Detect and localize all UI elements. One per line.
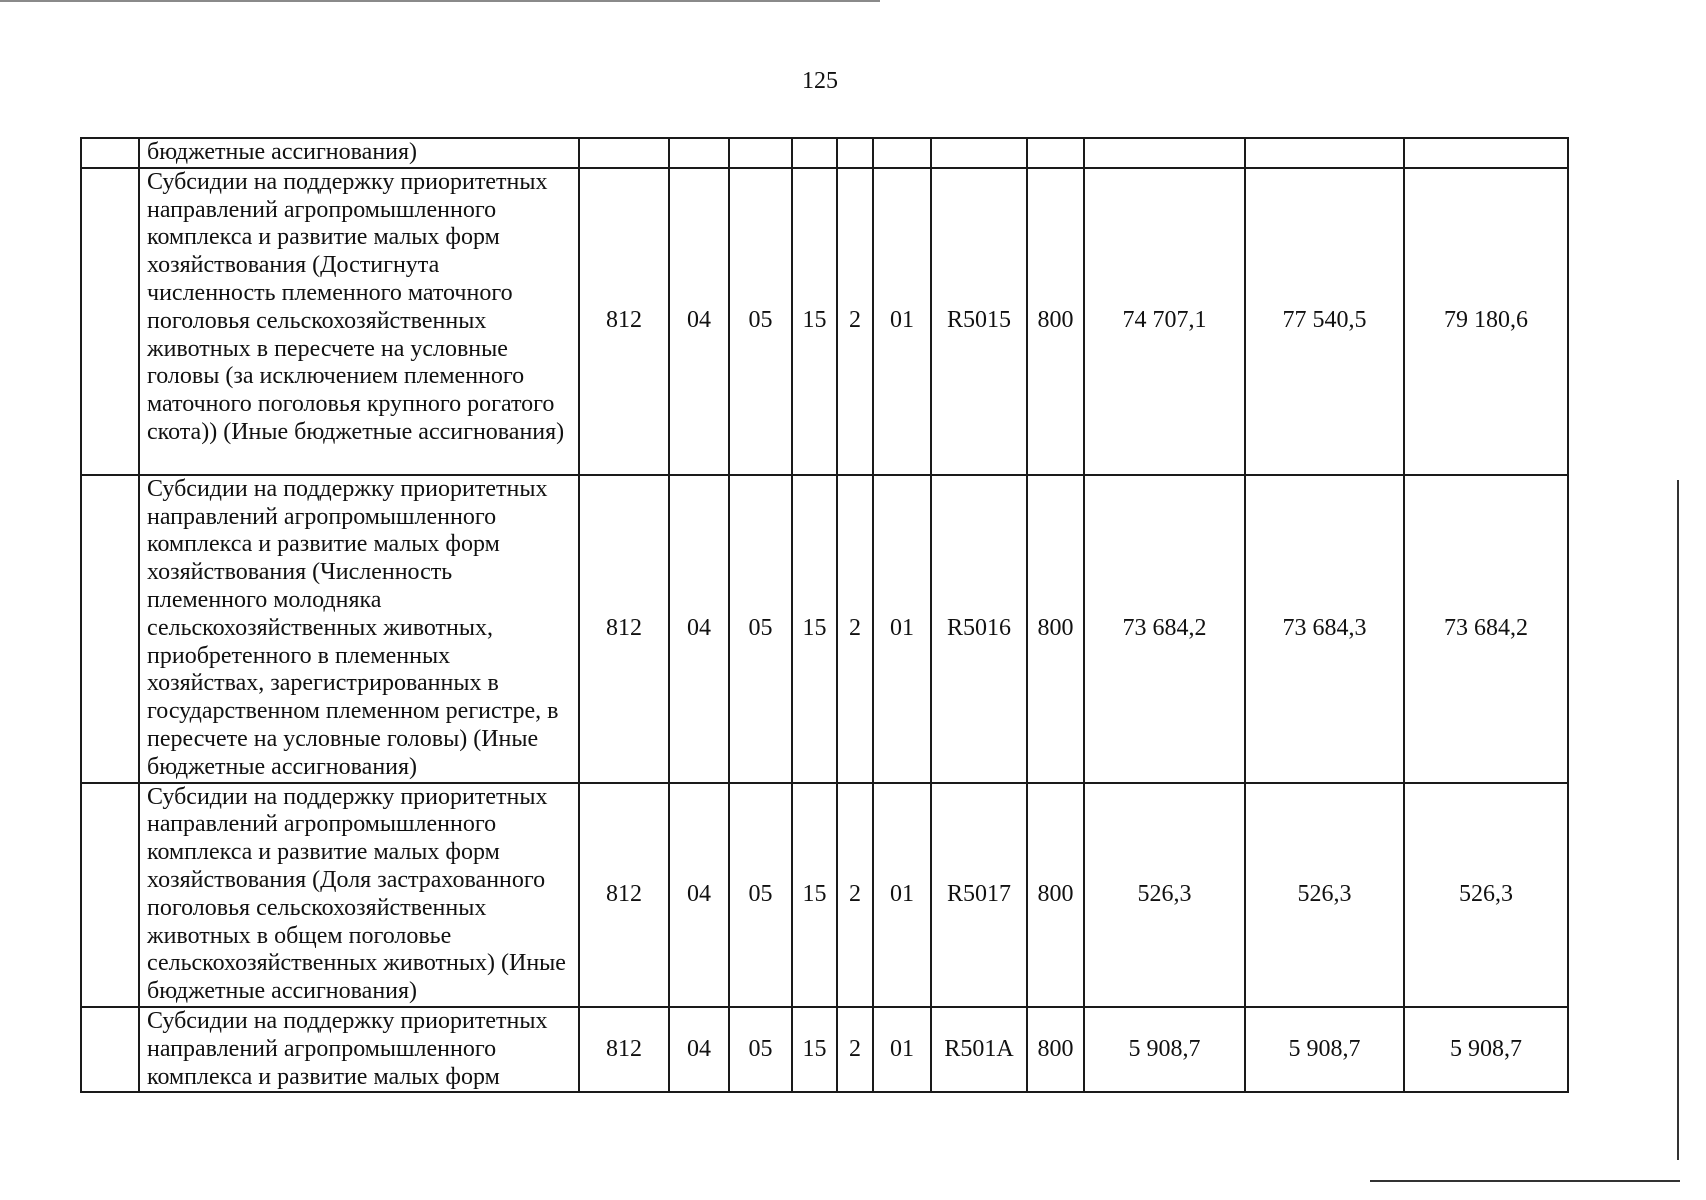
scan-edge-bottom (1370, 1180, 1680, 1182)
admin-code-cell: 812 (579, 1007, 669, 1092)
scan-edge-right (1677, 480, 1679, 1160)
direction-cell: R5017 (931, 783, 1027, 1007)
subsection-cell: 05 (729, 1007, 792, 1092)
direction-cell: R501A (931, 1007, 1027, 1092)
expense-type-cell (1027, 138, 1084, 168)
row-index-cell (81, 1007, 139, 1092)
section-cell: 04 (669, 783, 729, 1007)
table-row (81, 475, 1568, 783)
program-cell: 15 (792, 168, 837, 475)
description-cell: Субсидии на поддержку приоритетных направлений агропромышленного комплекса и развитие малых форм (139, 1007, 579, 1092)
amount-2023-cell: 5 908,7 (1404, 1007, 1568, 1092)
main-event-cell: 01 (873, 475, 931, 783)
amount-2023-cell: 526,3 (1404, 783, 1568, 1007)
expense-type-cell: 800 (1027, 475, 1084, 783)
description-cell: Субсидии на поддержку приоритетных направлений агропромышленного комплекса и развитие малых форм хозяйствования (Численность племенного молодняка сельскохозяйственных животных, приобретенного в племенных хозяйствах, зарегистрированных в государственном племенном регистре, в пересчете на условные головы) (Иные бюджетные ассигнования) (139, 475, 579, 783)
main-event-cell: 01 (873, 1007, 931, 1092)
scan-edge-top (0, 0, 880, 2)
direction-cell: R5016 (931, 475, 1027, 783)
row-index-cell (81, 138, 139, 168)
budget-table (80, 137, 1569, 1093)
amount-2023-cell: 73 684,2 (1404, 475, 1568, 783)
row-index-cell (81, 783, 139, 1007)
row-index-cell (81, 168, 139, 475)
main-event-cell (873, 138, 931, 168)
program-cell: 15 (792, 475, 837, 783)
direction-cell: R5015 (931, 168, 1027, 475)
subsection-cell: 05 (729, 783, 792, 1007)
table-row (81, 783, 1568, 1007)
expense-type-cell: 800 (1027, 783, 1084, 1007)
table-row (81, 168, 1568, 475)
admin-code-cell (579, 138, 669, 168)
description-cell: бюджетные ассигнования) (139, 138, 579, 168)
amount-2022-cell: 73 684,3 (1245, 475, 1404, 783)
admin-code-cell: 812 (579, 475, 669, 783)
amount-2021-cell: 74 707,1 (1084, 168, 1245, 475)
section-cell: 04 (669, 168, 729, 475)
page-number: 125 (802, 68, 838, 94)
amount-2022-cell (1245, 138, 1404, 168)
table-body (81, 138, 1568, 1092)
expense-type-cell: 800 (1027, 1007, 1084, 1092)
amount-2022-cell: 526,3 (1245, 783, 1404, 1007)
amount-2021-cell: 526,3 (1084, 783, 1245, 1007)
main-event-cell: 01 (873, 783, 931, 1007)
amount-2021-cell: 5 908,7 (1084, 1007, 1245, 1092)
subprogram-cell (837, 138, 873, 168)
table-row (81, 138, 1568, 168)
section-cell (669, 138, 729, 168)
subsection-cell: 05 (729, 475, 792, 783)
amount-2022-cell: 5 908,7 (1245, 1007, 1404, 1092)
direction-cell (931, 138, 1027, 168)
amount-2022-cell: 77 540,5 (1245, 168, 1404, 475)
subsection-cell: 05 (729, 168, 792, 475)
amount-2023-cell (1404, 138, 1568, 168)
subprogram-cell: 2 (837, 475, 873, 783)
section-cell: 04 (669, 1007, 729, 1092)
amount-2023-cell: 79 180,6 (1404, 168, 1568, 475)
section-cell: 04 (669, 475, 729, 783)
program-cell: 15 (792, 1007, 837, 1092)
row-index-cell (81, 475, 139, 783)
subprogram-cell: 2 (837, 168, 873, 475)
main-event-cell: 01 (873, 168, 931, 475)
program-cell (792, 138, 837, 168)
subprogram-cell: 2 (837, 1007, 873, 1092)
subprogram-cell: 2 (837, 783, 873, 1007)
amount-2021-cell (1084, 138, 1245, 168)
admin-code-cell: 812 (579, 783, 669, 1007)
description-cell: Субсидии на поддержку приоритетных направлений агропромышленного комплекса и развитие малых форм хозяйствования (Достигнута численность племенного маточного поголовья сельскохозяйственных животных в пересчете на условные головы (за исключением племенного маточного поголовья крупного рогатого скота)) (Иные бюджетные ассигнования) (139, 168, 579, 475)
expense-type-cell: 800 (1027, 168, 1084, 475)
program-cell: 15 (792, 783, 837, 1007)
admin-code-cell: 812 (579, 168, 669, 475)
table-row (81, 1007, 1568, 1092)
amount-2021-cell: 73 684,2 (1084, 475, 1245, 783)
description-cell: Субсидии на поддержку приоритетных направлений агропромышленного комплекса и развитие малых форм хозяйствования (Доля застрахованного поголовья сельскохозяйственных животных в общем поголовье сельскохозяйственных животных) (Иные бюджетные ассигнования) (139, 783, 579, 1007)
subsection-cell (729, 138, 792, 168)
